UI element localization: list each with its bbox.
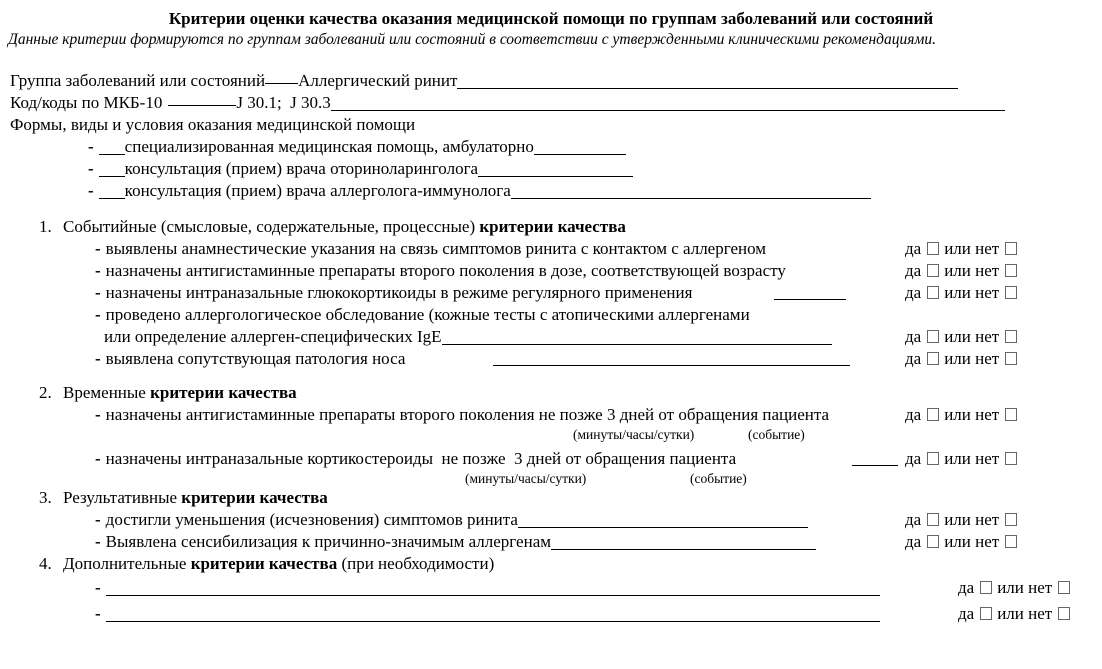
section-title-bold: критерии качества bbox=[479, 217, 626, 236]
yes-label: да bbox=[905, 283, 922, 302]
yes-checkbox[interactable] bbox=[927, 352, 939, 365]
dash-bullet: - bbox=[95, 405, 101, 424]
section-title: Дополнительные bbox=[63, 554, 191, 573]
criterion-row bbox=[0, 509, 1102, 531]
fill-line[interactable] bbox=[511, 185, 871, 199]
yes-no-group bbox=[905, 282, 1022, 304]
no-checkbox[interactable] bbox=[1005, 513, 1017, 526]
no-checkbox[interactable] bbox=[1058, 607, 1070, 620]
dash-bullet: - bbox=[95, 449, 101, 468]
fill-line[interactable] bbox=[99, 185, 125, 199]
section-title: Временные bbox=[63, 383, 151, 402]
criterion-text: Выявлена сенсибилизация к причинно-значимым аллергенам bbox=[105, 532, 551, 551]
no-checkbox[interactable] bbox=[1005, 264, 1017, 277]
yes-label: да bbox=[905, 327, 922, 346]
spacer bbox=[0, 50, 1102, 70]
yes-label: да bbox=[905, 405, 922, 424]
yes-no-group bbox=[905, 448, 1022, 470]
yes-label: да bbox=[958, 604, 975, 623]
dash-bullet: - bbox=[95, 349, 101, 368]
icd-label: Код/коды по МКБ-10 bbox=[10, 93, 163, 112]
no-checkbox[interactable] bbox=[1005, 408, 1017, 421]
unit-hint-label: (минуты/часы/сутки) bbox=[465, 471, 587, 486]
criterion-text: назначены интраназальные кортикостероиды не позже 3 дней от обращения пациента bbox=[105, 449, 737, 468]
document-subtitle: Данные критерии формируются по группам заболеваний или состояний в соответствии с утвержденными клиническими рекомендациями. bbox=[8, 31, 936, 48]
no-label: нет bbox=[975, 239, 1000, 258]
fill-line[interactable] bbox=[265, 70, 298, 84]
yes-checkbox[interactable] bbox=[927, 535, 939, 548]
dash-bullet: - bbox=[88, 159, 94, 178]
yes-label: да bbox=[905, 349, 922, 368]
yes-checkbox[interactable] bbox=[927, 242, 939, 255]
fill-line[interactable] bbox=[518, 514, 808, 528]
yes-label: да bbox=[905, 239, 922, 258]
no-label: нет bbox=[975, 261, 1000, 280]
criterion-text: назначены интраназальные глюкокортикоиды в режиме регулярного применения bbox=[105, 283, 693, 302]
section-heading-3 bbox=[0, 487, 1102, 509]
yes-no-group bbox=[905, 326, 1022, 348]
dash-bullet: - bbox=[95, 578, 101, 597]
document-title: Критерии оценки качества оказания медицинской помощи по группам заболеваний или состояний bbox=[168, 9, 934, 28]
disease-group-field bbox=[0, 70, 1102, 92]
spacer bbox=[0, 202, 1102, 216]
criterion-row bbox=[0, 531, 1102, 553]
no-checkbox[interactable] bbox=[1058, 581, 1070, 594]
or-label: или bbox=[997, 578, 1024, 597]
criterion-row bbox=[0, 404, 1102, 426]
dash-bullet: - bbox=[95, 510, 101, 529]
criterion-text: проведено аллергологическое обследование (кожные тесты с атопическими аллергенами bbox=[105, 305, 750, 324]
no-checkbox[interactable] bbox=[1005, 535, 1017, 548]
form-item bbox=[0, 158, 1102, 180]
or-label: или bbox=[944, 532, 971, 551]
fill-line[interactable] bbox=[99, 163, 125, 177]
form-item-text: специализированная медицинская помощь, амбулаторно bbox=[124, 137, 534, 156]
form-item bbox=[0, 136, 1102, 158]
or-label: или bbox=[944, 283, 971, 302]
criterion-row bbox=[0, 348, 1102, 370]
yes-label: да bbox=[905, 261, 922, 280]
yes-no-group bbox=[905, 531, 1022, 553]
no-label: нет bbox=[1028, 578, 1053, 597]
no-label: нет bbox=[975, 349, 1000, 368]
no-label: нет bbox=[975, 405, 1000, 424]
yes-label: да bbox=[958, 578, 975, 597]
criterion-row-continuation bbox=[0, 326, 1102, 348]
fill-line[interactable] bbox=[534, 141, 626, 155]
yes-no-group bbox=[905, 260, 1022, 282]
or-label: или bbox=[944, 449, 971, 468]
or-label: или bbox=[997, 604, 1024, 623]
or-label: или bbox=[944, 327, 971, 346]
no-label: нет bbox=[975, 283, 1000, 302]
event-hint-label: (событие) bbox=[748, 427, 805, 442]
criterion-row bbox=[0, 448, 1102, 470]
criterion-hints bbox=[0, 426, 1102, 443]
yes-no-group bbox=[905, 348, 1022, 370]
no-label: нет bbox=[1028, 604, 1053, 623]
section-number: 2. bbox=[39, 383, 52, 402]
icd-value: J 30.1; J 30.3 bbox=[236, 93, 331, 112]
yes-label: да bbox=[905, 532, 922, 551]
section-heading-1 bbox=[0, 216, 1102, 238]
dash-bullet: - bbox=[95, 604, 101, 623]
criterion-row bbox=[0, 238, 1102, 260]
form-item-text: консультация (прием) врача аллерголога-иммунолога bbox=[124, 181, 511, 200]
yes-checkbox[interactable] bbox=[980, 581, 992, 594]
yes-label: да bbox=[905, 449, 922, 468]
dash-bullet: - bbox=[95, 532, 101, 551]
section-title: Результативные bbox=[63, 488, 182, 507]
criterion-text: назначены антигистаминные препараты второго поколения не позже 3 дней от обращения пациента bbox=[105, 405, 830, 424]
no-checkbox[interactable] bbox=[1005, 242, 1017, 255]
yes-checkbox[interactable] bbox=[980, 607, 992, 620]
no-checkbox[interactable] bbox=[1005, 330, 1017, 343]
section-title-bold: критерии качества bbox=[181, 488, 328, 507]
group-label: Группа заболеваний или состояний bbox=[10, 71, 266, 90]
no-label: нет bbox=[975, 327, 1000, 346]
dash-bullet: - bbox=[95, 283, 101, 302]
criterion-text: достигли уменьшения (исчезновения) симптомов ринита bbox=[105, 510, 518, 529]
criterion-text: выявлены анамнестические указания на связь симптомов ринита с контактом с аллергеном bbox=[105, 239, 767, 258]
criterion-row bbox=[0, 260, 1102, 282]
fill-line[interactable] bbox=[493, 348, 850, 366]
icd-code-field bbox=[0, 92, 1102, 114]
yes-no-group bbox=[958, 601, 1075, 627]
fill-line[interactable] bbox=[442, 331, 832, 345]
fill-line[interactable] bbox=[99, 141, 125, 155]
section-number: 4. bbox=[39, 554, 52, 573]
forms-label: Формы, виды и условия оказания медицинской помощи bbox=[10, 115, 416, 134]
group-value: Аллергический ринит bbox=[298, 71, 458, 90]
yes-no-group bbox=[905, 509, 1022, 531]
or-label: или bbox=[944, 239, 971, 258]
or-label: или bbox=[944, 405, 971, 424]
section-title-suffix: (при необходимости) bbox=[337, 554, 495, 573]
yes-checkbox[interactable] bbox=[927, 286, 939, 299]
spacer bbox=[0, 370, 1102, 382]
criterion-row-blank bbox=[0, 575, 1102, 601]
or-label: или bbox=[944, 510, 971, 529]
yes-checkbox[interactable] bbox=[927, 513, 939, 526]
unit-hint-label: (минуты/часы/сутки) bbox=[573, 427, 695, 442]
section-title-bold: критерии качества bbox=[150, 383, 297, 402]
section-title: Событийные (смысловые, содержательные, процессные) bbox=[63, 217, 480, 236]
yes-no-group bbox=[905, 404, 1022, 426]
criterion-row-blank bbox=[0, 601, 1102, 627]
yes-no-group bbox=[958, 575, 1075, 601]
no-label: нет bbox=[975, 510, 1000, 529]
fill-line[interactable] bbox=[168, 92, 236, 106]
dash-bullet: - bbox=[95, 305, 101, 324]
criterion-text: назначены антигистаминные препараты второго поколения в дозе, соответствующей возрасту bbox=[105, 261, 786, 280]
no-checkbox[interactable] bbox=[1005, 286, 1017, 299]
yes-checkbox[interactable] bbox=[927, 408, 939, 421]
section-heading-4 bbox=[0, 553, 1102, 575]
no-checkbox[interactable] bbox=[1005, 452, 1017, 465]
fill-line[interactable] bbox=[774, 282, 846, 300]
yes-checkbox[interactable] bbox=[927, 264, 939, 277]
fill-line[interactable] bbox=[551, 536, 816, 550]
criterion-text: выявлена сопутствующая патология носа bbox=[105, 349, 406, 368]
no-label: нет bbox=[975, 532, 1000, 551]
dash-bullet: - bbox=[95, 239, 101, 258]
yes-checkbox[interactable] bbox=[927, 452, 939, 465]
yes-checkbox[interactable] bbox=[927, 330, 939, 343]
yes-label: да bbox=[905, 510, 922, 529]
section-heading-2 bbox=[0, 382, 1102, 404]
fill-line[interactable] bbox=[106, 582, 880, 596]
dash-bullet: - bbox=[88, 137, 94, 156]
form-item bbox=[0, 180, 1102, 202]
event-hint-label: (событие) bbox=[690, 471, 747, 486]
section-title-bold: критерии качества bbox=[190, 554, 338, 573]
criterion-text: или определение аллерген-специфических IgE bbox=[104, 327, 442, 346]
fill-line[interactable] bbox=[106, 608, 880, 622]
no-checkbox[interactable] bbox=[1005, 352, 1017, 365]
dash-bullet: - bbox=[88, 181, 94, 200]
or-label: или bbox=[944, 349, 971, 368]
form-item-text: консультация (прием) врача оториноларинголога bbox=[124, 159, 479, 178]
dash-bullet: - bbox=[95, 261, 101, 280]
section-number: 3. bbox=[39, 488, 52, 507]
criterion-row bbox=[0, 282, 1102, 304]
fill-line[interactable] bbox=[478, 163, 633, 177]
criterion-hints bbox=[0, 470, 1102, 487]
or-label: или bbox=[944, 261, 971, 280]
criterion-row bbox=[0, 304, 1102, 326]
section-number: 1. bbox=[39, 217, 52, 236]
fill-line[interactable] bbox=[852, 448, 898, 466]
fill-line[interactable] bbox=[457, 70, 958, 89]
no-label: нет bbox=[975, 449, 1000, 468]
fill-line[interactable] bbox=[331, 92, 1005, 111]
yes-no-group bbox=[905, 238, 1022, 260]
